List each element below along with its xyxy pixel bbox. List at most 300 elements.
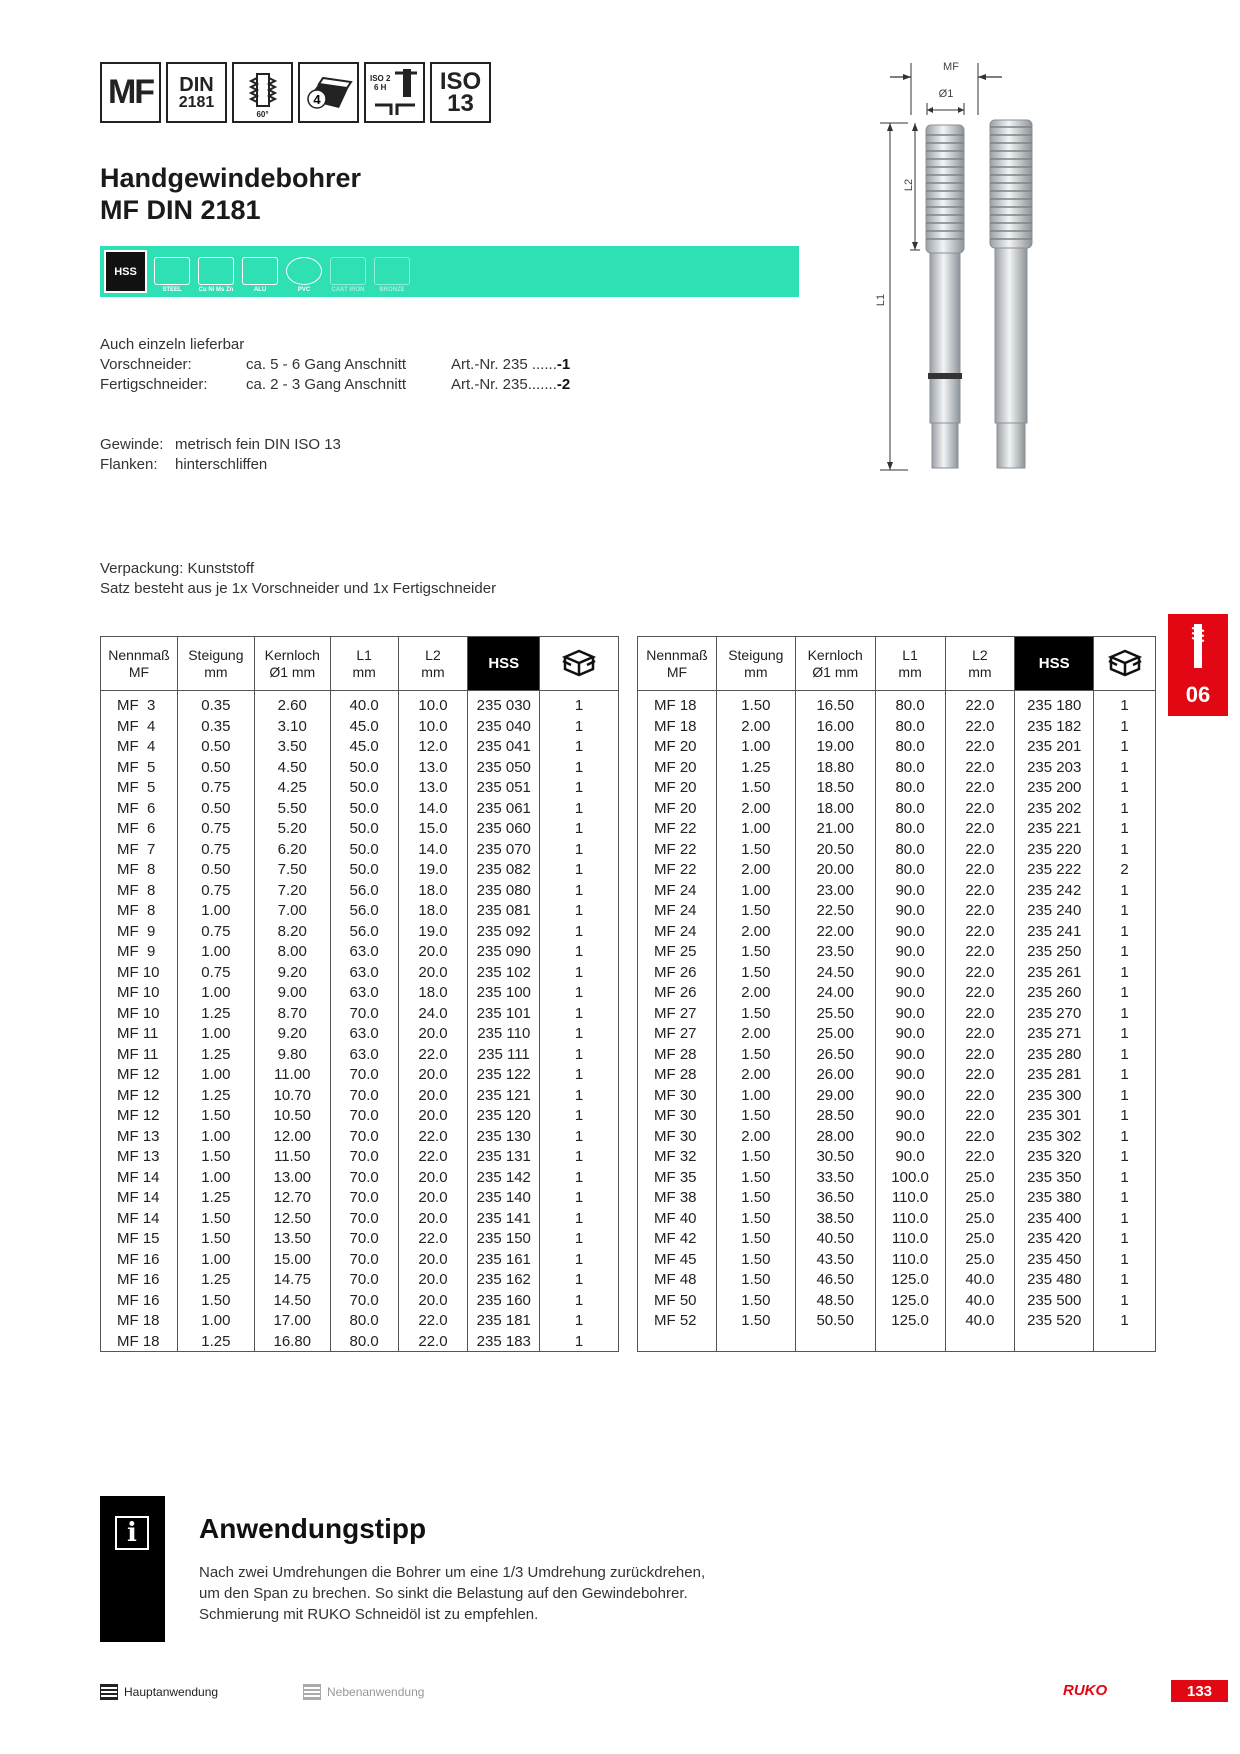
cell-l1: 70.0 [330,1229,398,1250]
cell-article: 235 250 [1015,942,1094,963]
cell-kernloch: 8.20 [254,921,330,942]
cell-l1: 70.0 [330,1270,398,1291]
tap-set-icon [303,72,355,114]
cell-article: 235 201 [1015,737,1094,758]
cell-article: 235 320 [1015,1147,1094,1168]
cell-l1: 63.0 [330,1024,398,1045]
cell-l1: 63.0 [330,962,398,983]
cast-iron-material-icon: CAST IRON [328,251,368,293]
cell-qty: 1 [540,1044,619,1065]
cell-kernloch: 13.00 [254,1167,330,1188]
cell-steigung: 1.50 [716,696,795,717]
cell-steigung: 1.00 [177,942,254,963]
main-use-icon [100,1684,118,1700]
cell-steigung: 1.50 [716,1147,795,1168]
cell-nennmass: MF 4 [101,737,178,758]
cell-kernloch: 50.50 [795,1311,875,1332]
cell-steigung: 1.50 [177,1147,254,1168]
table-row [101,1229,619,1250]
table-row [101,901,619,922]
cell-steigung: 0.35 [177,696,254,717]
cell-l1: 70.0 [330,1167,398,1188]
header-package [1094,637,1156,691]
cell-l2: 22.0 [945,716,1015,737]
cell-article: 235 280 [1015,1044,1094,1065]
cell-kernloch: 9.00 [254,983,330,1004]
table-row [638,1167,1156,1188]
table-row [101,1167,619,1188]
cell-nennmass: MF 20 [638,798,717,819]
cell-qty: 1 [540,839,619,860]
cell-l1: 125.0 [875,1311,945,1332]
cell-l1: 70.0 [330,1290,398,1311]
cell-kernloch: 21.00 [795,819,875,840]
cell-l2: 20.0 [398,1208,468,1229]
set-count-icon [298,62,359,123]
cell-l1: 90.0 [875,921,945,942]
cell-l1: 110.0 [875,1249,945,1270]
cell-l2: 19.0 [398,860,468,881]
cell-nennmass: MF 22 [638,839,717,860]
table-row [101,983,619,1004]
cell-article: 235 400 [1015,1208,1094,1229]
cell-qty: 1 [1094,1085,1156,1106]
table-row [101,757,619,778]
cell-qty: 1 [540,1167,619,1188]
cell-nennmass: MF 20 [638,757,717,778]
cell-l1: 125.0 [875,1270,945,1291]
cell-nennmass: MF 50 [638,1290,717,1311]
header-kernloch: Kernloch Ø1 mm [795,637,875,691]
cell-kernloch: 19.00 [795,737,875,758]
cell-nennmass [638,1331,717,1352]
cell-l1 [875,1331,945,1352]
cell-kernloch: 18.00 [795,798,875,819]
cell-steigung: 0.50 [177,798,254,819]
cell-l2: 20.0 [398,1085,468,1106]
table-row [638,1249,1156,1270]
table-row [638,901,1156,922]
header-l2: L2 mm [945,637,1015,691]
cell-qty: 1 [540,1024,619,1045]
cell-qty: 1 [540,778,619,799]
cell-qty: 1 [1094,1167,1156,1188]
cell-steigung: 1.00 [716,819,795,840]
cell-l2: 22.0 [398,1126,468,1147]
cell-kernloch: 3.10 [254,716,330,737]
cell-nennmass: MF 40 [638,1208,717,1229]
cell-nennmass: MF 10 [101,983,178,1004]
cell-kernloch: 11.00 [254,1065,330,1086]
cell-article: 235 480 [1015,1270,1094,1291]
cell-steigung: 0.75 [177,921,254,942]
header-nennmass: Nennmaß MF [101,637,178,691]
table-row [638,983,1156,1004]
cell-qty: 1 [540,1270,619,1291]
table-row [638,839,1156,860]
cell-steigung: 0.50 [177,860,254,881]
cell-l2: 22.0 [945,757,1015,778]
cell-l2: 13.0 [398,757,468,778]
cell-nennmass: MF 20 [638,778,717,799]
cell-kernloch: 20.00 [795,860,875,881]
cell-l2: 10.0 [398,716,468,737]
cell-kernloch: 8.00 [254,942,330,963]
table-header [638,637,1156,691]
cell-qty: 1 [1094,1229,1156,1250]
cell-article: 235 082 [468,860,540,881]
cell-l1: 70.0 [330,1188,398,1209]
cell-l1: 70.0 [330,1085,398,1106]
cell-article: 235 131 [468,1147,540,1168]
cell-nennmass: MF 14 [101,1188,178,1209]
cell-steigung: 1.50 [716,778,795,799]
cell-steigung: 1.25 [177,1003,254,1024]
cell-steigung: 1.00 [716,737,795,758]
table-row [101,880,619,901]
tap-diagram [860,55,1060,475]
table-row [638,1085,1156,1106]
cell-article: 235 162 [468,1270,540,1291]
cell-kernloch: 6.20 [254,839,330,860]
table-row [101,860,619,881]
cell-kernloch: 16.80 [254,1331,330,1352]
cell-article [1015,1331,1094,1352]
cell-nennmass: MF 48 [638,1270,717,1291]
table-row [638,1331,1156,1352]
cell-steigung: 2.00 [716,921,795,942]
cell-l1: 80.0 [875,860,945,881]
cell-l1: 110.0 [875,1188,945,1209]
tolerance-icon: ISO 2 6 H [364,62,425,123]
cell-nennmass: MF 12 [101,1106,178,1127]
cell-steigung: 1.00 [716,1085,795,1106]
cell-l1: 100.0 [875,1167,945,1188]
cell-article: 235 081 [468,901,540,922]
cell-l1: 80.0 [875,716,945,737]
cell-l2: 22.0 [945,1085,1015,1106]
cell-steigung: 1.00 [177,1167,254,1188]
cell-qty: 1 [1094,1044,1156,1065]
cell-kernloch: 24.50 [795,962,875,983]
cell-nennmass: MF 15 [101,1229,178,1250]
cell-kernloch: 15.00 [254,1249,330,1270]
cell-kernloch: 12.70 [254,1188,330,1209]
cell-l2: 22.0 [945,962,1015,983]
cell-qty: 1 [540,1106,619,1127]
table-row [638,1024,1156,1045]
cell-steigung: 1.00 [177,1065,254,1086]
table-row [101,1188,619,1209]
table-row [638,1106,1156,1127]
cell-l2: 20.0 [398,1290,468,1311]
cell-kernloch: 29.00 [795,1085,875,1106]
cell-nennmass: MF 27 [638,1003,717,1024]
plug-tap-image [990,120,1032,468]
cell-article: 235 141 [468,1208,540,1229]
cell-kernloch: 13.50 [254,1229,330,1250]
cell-nennmass: MF 24 [638,921,717,942]
cell-l2: 22.0 [398,1331,468,1352]
header-package [540,637,619,691]
cell-nennmass: MF 20 [638,737,717,758]
cell-nennmass: MF 6 [101,798,178,819]
cell-steigung: 1.25 [177,1270,254,1291]
cell-qty: 1 [540,757,619,778]
cell-nennmass: MF 26 [638,983,717,1004]
cell-kernloch: 17.00 [254,1311,330,1332]
cell-qty: 1 [540,860,619,881]
secondary-use-icon [303,1684,321,1700]
cell-l2: 22.0 [945,696,1015,717]
cell-qty: 1 [540,1208,619,1229]
table-row [101,1331,619,1352]
cell-steigung: 1.50 [716,901,795,922]
cell-l2: 20.0 [398,1065,468,1086]
cell-l1: 80.0 [875,839,945,860]
table-row [638,1311,1156,1332]
cell-qty: 1 [540,1188,619,1209]
cell-qty: 1 [1094,778,1156,799]
cell-l1: 80.0 [875,696,945,717]
table-row [638,757,1156,778]
cell-article: 235 090 [468,942,540,963]
cell-l1: 80.0 [875,819,945,840]
cell-qty: 1 [1094,1126,1156,1147]
cell-kernloch: 20.50 [795,839,875,860]
cell-kernloch: 8.70 [254,1003,330,1024]
cell-kernloch: 7.50 [254,860,330,881]
cell-kernloch: 4.25 [254,778,330,799]
cell-nennmass: MF 35 [638,1167,717,1188]
cell-steigung: 1.25 [177,1331,254,1352]
cell-qty: 1 [540,798,619,819]
cell-l2: 20.0 [398,1024,468,1045]
cell-steigung: 1.50 [177,1290,254,1311]
cell-steigung: 2.00 [716,716,795,737]
cell-article: 235 040 [468,716,540,737]
cell-l1: 63.0 [330,1044,398,1065]
cell-article: 235 221 [1015,819,1094,840]
cell-l1: 90.0 [875,1126,945,1147]
cell-l1: 70.0 [330,1106,398,1127]
cell-l2: 20.0 [398,1270,468,1291]
cell-l1: 80.0 [875,778,945,799]
cell-kernloch: 33.50 [795,1167,875,1188]
cell-nennmass: MF 14 [101,1208,178,1229]
table-row [638,819,1156,840]
cell-nennmass: MF 7 [101,839,178,860]
cell-nennmass: MF 28 [638,1044,717,1065]
mf-dimension-label: MF [943,61,959,73]
cell-l1: 63.0 [330,983,398,1004]
cell-qty: 1 [540,1331,619,1352]
cell-kernloch: 12.00 [254,1126,330,1147]
cell-kernloch: 23.50 [795,942,875,963]
cell-qty: 1 [540,696,619,717]
cell-qty: 1 [540,1085,619,1106]
cell-steigung [716,1331,795,1352]
cell-l1: 45.0 [330,737,398,758]
table-row [101,1106,619,1127]
cell-steigung: 2.00 [716,1065,795,1086]
cell-steigung: 1.50 [177,1208,254,1229]
cell-l1: 50.0 [330,839,398,860]
cell-l2: 18.0 [398,901,468,922]
cell-l1: 50.0 [330,798,398,819]
cell-l1: 90.0 [875,1147,945,1168]
cell-l1: 90.0 [875,1024,945,1045]
cell-l2: 22.0 [945,1024,1015,1045]
cell-nennmass: MF 10 [101,962,178,983]
cell-kernloch: 10.70 [254,1085,330,1106]
cell-nennmass: MF 24 [638,880,717,901]
header-nennmass: Nennmaß MF [638,637,717,691]
cell-l1: 70.0 [330,1208,398,1229]
cell-article: 235 260 [1015,983,1094,1004]
cell-l2: 22.0 [945,942,1015,963]
cell-article: 235 030 [468,696,540,717]
cell-nennmass: MF 5 [101,757,178,778]
cell-article: 235 261 [1015,962,1094,983]
cell-l1: 90.0 [875,901,945,922]
cell-article: 235 150 [468,1229,540,1250]
cell-steigung: 2.00 [716,860,795,881]
cell-steigung: 0.35 [177,716,254,737]
cell-l2: 22.0 [945,1126,1015,1147]
spec-table-left [100,636,619,1352]
cell-qty: 1 [1094,962,1156,983]
cell-article: 235 270 [1015,1003,1094,1024]
table-row [101,1147,619,1168]
cell-article: 235 130 [468,1126,540,1147]
cell-steigung: 1.50 [716,839,795,860]
cell-article: 235 241 [1015,921,1094,942]
table-row [638,696,1156,717]
cell-nennmass: MF 16 [101,1270,178,1291]
cell-steigung: 1.00 [177,1311,254,1332]
cell-l2: 10.0 [398,696,468,717]
cell-kernloch: 2.60 [254,696,330,717]
legend-secondary-use: Nebenanwendung [303,1684,424,1700]
cell-qty: 1 [540,1147,619,1168]
cell-kernloch: 9.20 [254,1024,330,1045]
cell-nennmass: MF 8 [101,880,178,901]
cell-article: 235 101 [468,1003,540,1024]
cell-nennmass: MF 30 [638,1085,717,1106]
cell-l2: 22.0 [945,839,1015,860]
table-row [101,921,619,942]
cell-qty: 1 [1094,942,1156,963]
cell-kernloch: 28.00 [795,1126,875,1147]
cell-kernloch [795,1331,875,1352]
cell-article: 235 120 [468,1106,540,1127]
table-row [101,942,619,963]
cell-steigung: 1.50 [716,1311,795,1332]
cell-article: 235 051 [468,778,540,799]
taper-tap-image [926,125,964,468]
cell-article: 235 181 [468,1311,540,1332]
cell-steigung: 1.50 [716,1290,795,1311]
cell-article: 235 520 [1015,1311,1094,1332]
cell-article: 235 183 [468,1331,540,1352]
cell-kernloch: 24.00 [795,983,875,1004]
cell-article: 235 122 [468,1065,540,1086]
table-row [101,1085,619,1106]
iso-icon: ISO 13 [430,62,491,123]
cell-l2: 22.0 [945,921,1015,942]
cell-nennmass: MF 10 [101,1003,178,1024]
cell-kernloch: 40.50 [795,1229,875,1250]
cell-article: 235 182 [1015,716,1094,737]
cell-qty: 1 [540,716,619,737]
info-icon: i [115,1516,149,1550]
thread-profile-icon [248,72,278,114]
cell-nennmass: MF 14 [101,1167,178,1188]
table-row [638,778,1156,799]
cell-l2: 22.0 [945,1065,1015,1086]
table-row [101,737,619,758]
table-row [638,1208,1156,1229]
cell-qty: 1 [540,962,619,983]
cell-steigung: 1.25 [177,1188,254,1209]
cell-l2: 22.0 [945,860,1015,881]
cell-l2: 25.0 [945,1249,1015,1270]
cell-l2: 20.0 [398,942,468,963]
table-body-left [101,691,619,1352]
cell-qty: 1 [1094,1147,1156,1168]
cell-l1: 80.0 [875,757,945,778]
cell-nennmass: MF 22 [638,860,717,881]
cell-qty: 1 [540,1065,619,1086]
cell-article: 235 111 [468,1044,540,1065]
table-row [101,1065,619,1086]
cell-nennmass: MF 42 [638,1229,717,1250]
cell-nennmass: MF 38 [638,1188,717,1209]
cell-article: 235 102 [468,962,540,983]
cell-l1: 90.0 [875,1044,945,1065]
cell-l2: 40.0 [945,1270,1015,1291]
steel-material-icon: STEEL [152,251,192,293]
table-row [101,1249,619,1270]
cell-steigung: 0.75 [177,778,254,799]
cell-article: 235 050 [468,757,540,778]
cell-article: 235 202 [1015,798,1094,819]
cell-kernloch: 22.00 [795,921,875,942]
cell-kernloch: 10.50 [254,1106,330,1127]
cell-l1: 90.0 [875,1106,945,1127]
cell-l2: 22.0 [945,1003,1015,1024]
cell-nennmass: MF 6 [101,819,178,840]
cell-steigung: 2.00 [716,1126,795,1147]
table-row [101,819,619,840]
cell-article: 235 203 [1015,757,1094,778]
cell-l2: 22.0 [945,880,1015,901]
cell-qty: 1 [540,819,619,840]
cell-steigung: 0.75 [177,819,254,840]
cell-article: 235 240 [1015,901,1094,922]
table-row [101,696,619,717]
spec-table-right [637,636,1156,1352]
table-body-right [638,691,1156,1352]
cell-l2: 25.0 [945,1188,1015,1209]
cell-l1: 56.0 [330,880,398,901]
cell-steigung: 1.50 [177,1229,254,1250]
table-row [101,1126,619,1147]
cell-kernloch: 5.50 [254,798,330,819]
cell-qty: 1 [1094,1024,1156,1045]
cell-steigung: 2.00 [716,798,795,819]
